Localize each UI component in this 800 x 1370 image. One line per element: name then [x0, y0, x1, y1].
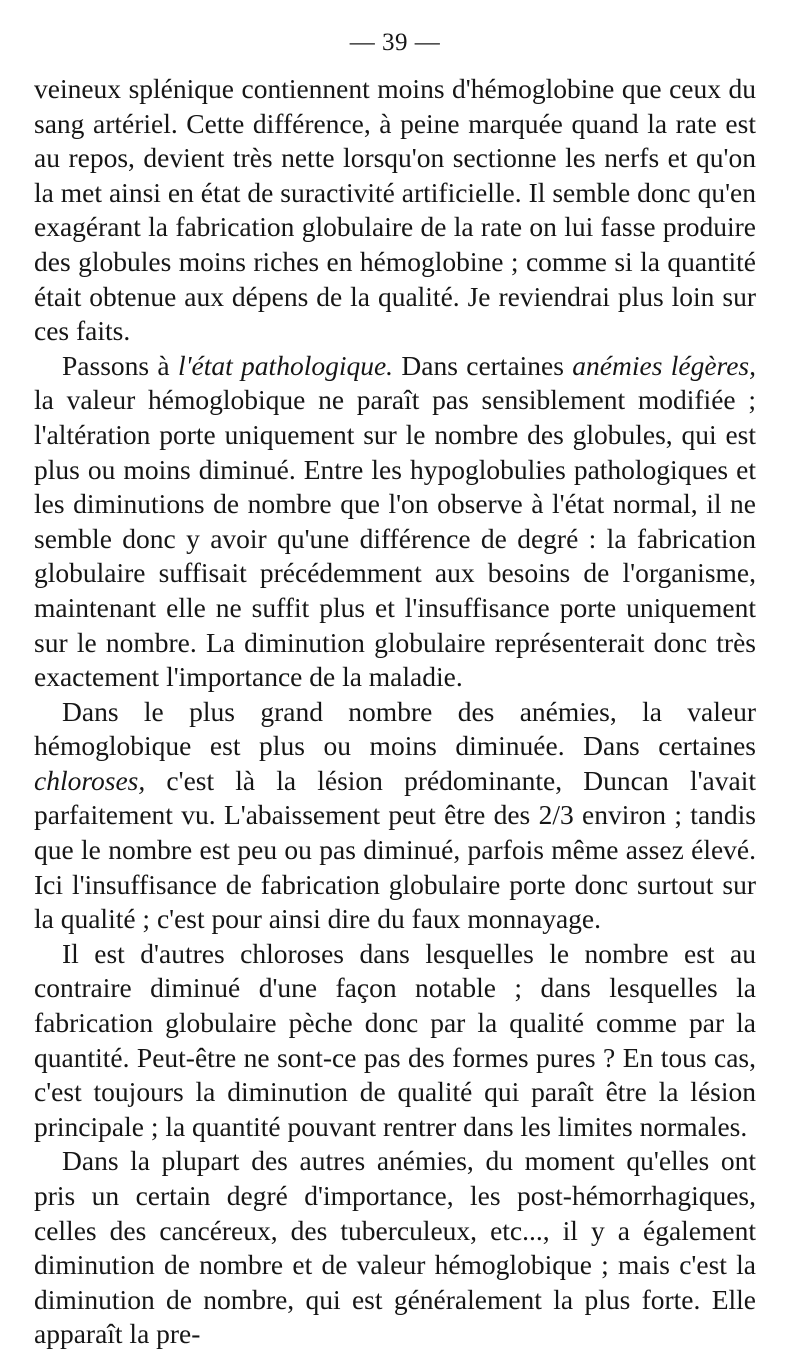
paragraph-other-anemias — [34, 1144, 756, 1352]
page-number: — 39 — — [349, 29, 441, 56]
italic-term-etat-pathologique: l'état pathologique. — [177, 349, 394, 381]
paragraph-text: Dans la plupart des autres anémies, du moment qu'elles ont pris un certain degré d'importance, les post-hémorrhagiques, celles des cancéreux, des tuberculeux, etc..., il y a également diminution de nombre et de valeur hémoglobique ; mais c'est la diminution de nombre, qui est généralement la plus forte. Elle apparaît la pre- — [34, 1145, 756, 1350]
italic-term-chloroses: chloroses, — [34, 764, 146, 796]
paragraph-text: Passons à — [62, 349, 178, 381]
paragraph-continuation — [34, 72, 756, 349]
italic-term-anemies-legeres: anémies légères, — [572, 349, 756, 381]
paragraph-text: Dans le plus grand nombre des anémies, la valeur hémoglobique est plus ou moins diminuée. Dans certaines — [34, 695, 756, 762]
paragraph-text: Il est d'autres chloroses dans lesquelles le nombre est au contraire diminué d'une façon notable ; dans lesquelles la fabrication globulaire pèche donc par la qualité comme par la quantité. Peut-être ne sont-ce pas des formes pures ? En tous cas, c'est toujours la diminution de qualité qui paraît être la lésion principale ; la quantité pouvant rentrer dans les limites normales. — [34, 937, 756, 1142]
paragraph-chloroses — [34, 695, 756, 937]
paragraph-text: veineux splénique contiennent moins d'hémoglobine que ceux du sang artériel. Cette différence, à peine marquée quand la rate est au repos, devient très nette lorsqu'on sectionne les nerfs et qu'on la met ainsi en état de suractivité artificielle. Il semble donc qu'en exagérant la fabrication globulaire de la rate on lui fasse produire des globules moins riches en hémoglobine ; comme si la quantité était obtenue aux dépens de la qualité. Je reviendrai plus loin sur ces faits. — [34, 73, 756, 347]
paragraph-text: Dans certaines — [393, 349, 573, 381]
paragraph-other-chloroses — [34, 937, 756, 1145]
paragraph-text: c'est là la lésion prédominante, Duncan l'avait parfaitement vu. L'abaissement peut être des 2/3 environ ; tandis que le nombre est peu ou pas diminué, parfois même assez élevé. Ici l'insuffisance de fabrication globulaire porte donc surtout sur la qualité ; c'est pour ainsi dire du faux monnayage. — [34, 764, 756, 935]
paragraph-pathological-state — [34, 349, 756, 695]
paragraph-text: la valeur hémoglobique ne paraît pas sensiblement modifiée ; l'altération porte uniquement sur le nombre des globules, qui est plus ou moins diminué. Entre les hypoglobulies pathologiques et les diminutions de nombre que l'on observe à l'état normal, il ne semble donc y avoir qu'une différence de degré : la fabrication globulaire suffisait précédemment aux besoins de l'organisme, maintenant elle ne suffit plus et l'insuffisance porte uniquement sur le nombre. La diminution globulaire représenterait donc très exactement l'importance de la maladie. — [34, 384, 756, 693]
